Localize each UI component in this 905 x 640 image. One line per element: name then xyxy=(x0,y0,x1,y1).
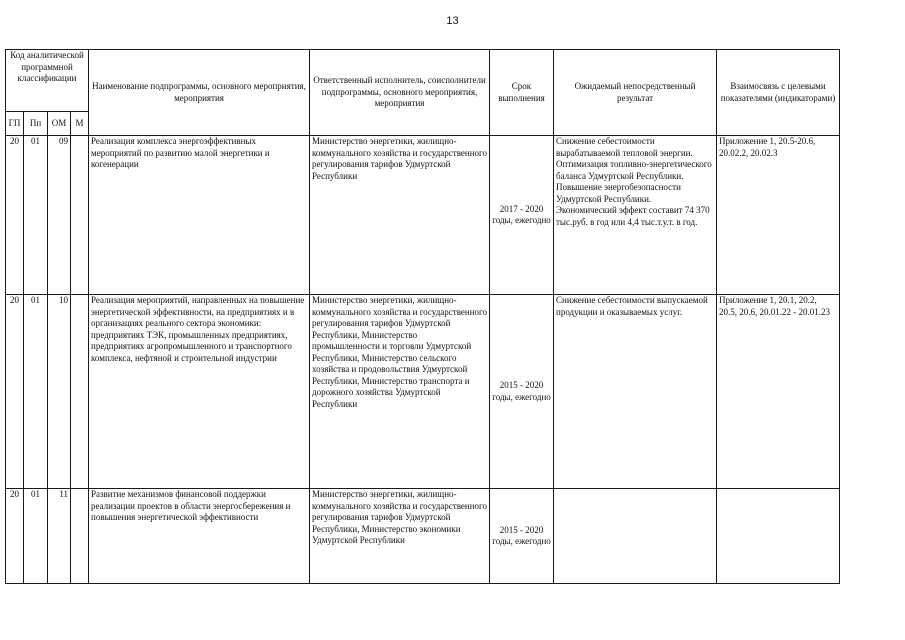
code-col-pp: Пп xyxy=(24,112,48,136)
cell-term: 2017 - 2020 годы, ежегодно xyxy=(490,136,554,295)
cell-gp: 20 xyxy=(6,136,24,295)
cell-term: 2015 - 2020 годы, ежегодно xyxy=(490,489,554,584)
cell-link: Приложение 1, 20.5-20.6, 20.02.2, 20.02.3 xyxy=(717,136,840,295)
name-header: Наименование подпрограммы, основного мероприятия, мероприятия xyxy=(89,50,310,136)
cell-om: 09 xyxy=(48,136,71,295)
cell-link: Приложение 1, 20.1, 20.2, 20.5, 20.6, 20.01.22 - 20.01.23 xyxy=(717,295,840,489)
cell-pp: 01 xyxy=(24,136,48,295)
cell-gp: 20 xyxy=(6,295,24,489)
cell-responsible: Министерство энергетики, жилищно-коммунального хозяйства и государственного регулирования тарифов Удмуртской Республики, Министерство промышленности и торговли Удмуртской Республики, Министерство сельского хозяйства и продовольствия Удмуртской Республики, Министерство транспорта и дорожного хозяйства Удмуртской Республики xyxy=(310,295,490,489)
code-col-m: М xyxy=(71,112,89,136)
cell-responsible: Министерство энергетики, жилищно-коммунального хозяйства и государственного регулирования тарифов Удмуртской Республики, Министерство экономики Удмуртской Республики xyxy=(310,489,490,584)
cell-m xyxy=(71,295,89,489)
cell-pp: 01 xyxy=(24,489,48,584)
cell-m xyxy=(71,136,89,295)
cell-responsible: Министерство энергетики, жилищно-коммунального хозяйства и государственного регулирования тарифов Удмуртской Республики xyxy=(310,136,490,295)
cell-om: 11 xyxy=(48,489,71,584)
header-row-1 xyxy=(6,50,840,112)
code-col-gp: ГП xyxy=(6,112,24,136)
cell-result xyxy=(554,489,717,584)
cell-gp: 20 xyxy=(6,489,24,584)
result-header: Ожидаемый непосредственный результат xyxy=(554,50,717,136)
table-row xyxy=(6,489,840,584)
cell-result: Снижение себестоимости выпускаемой продукции и оказываемых услуг. xyxy=(554,295,717,489)
cell-pp: 01 xyxy=(24,295,48,489)
term-header: Срок выполнения xyxy=(490,50,554,136)
table-row xyxy=(6,295,840,489)
cell-result: Снижение себестоимости вырабатываемой тепловой энергии. Оптимизация топливно-энергетического баланса Удмуртской Республики. Повышение энергобезопасности Удмуртской Республики. Экономический эффект составит 74 370 тыс.руб. в год или 4,4 тыс.т.у.т. в год. xyxy=(554,136,717,295)
cell-link xyxy=(717,489,840,584)
cell-name: Реализация мероприятий, направленных на повышение энергетической эффективности, на предприятиях и в организациях реального сектора экономики: предприятиях ТЭК, промышленных предприятиях, предприятиях агропромышленного и транспортного комплекса, нефтяной и строительной индустрии xyxy=(89,295,310,489)
cell-name: Развитие механизмов финансовой поддержки реализации проектов в области энергосбережения и повышения энергетической эффективности xyxy=(89,489,310,584)
cell-m xyxy=(71,489,89,584)
responsible-header: Ответственный исполнитель, соисполнители подпрограммы, основного мероприятия, мероприятия xyxy=(310,50,490,136)
page-number: 13 xyxy=(446,15,459,27)
cell-term: 2015 - 2020 годы, ежегодно xyxy=(490,295,554,489)
link-header: Взаимосвязь с целевыми показателями (индикаторами) xyxy=(717,50,840,136)
code-group-header: Код аналитической программной классификации xyxy=(6,50,89,112)
activities-table xyxy=(5,49,840,584)
table-row xyxy=(6,136,840,295)
cell-om: 10 xyxy=(48,295,71,489)
code-col-om: ОМ xyxy=(48,112,71,136)
cell-name: Реализация комплекса энергоэффективных мероприятий по развитию малой энергетики и когенерации xyxy=(89,136,310,295)
